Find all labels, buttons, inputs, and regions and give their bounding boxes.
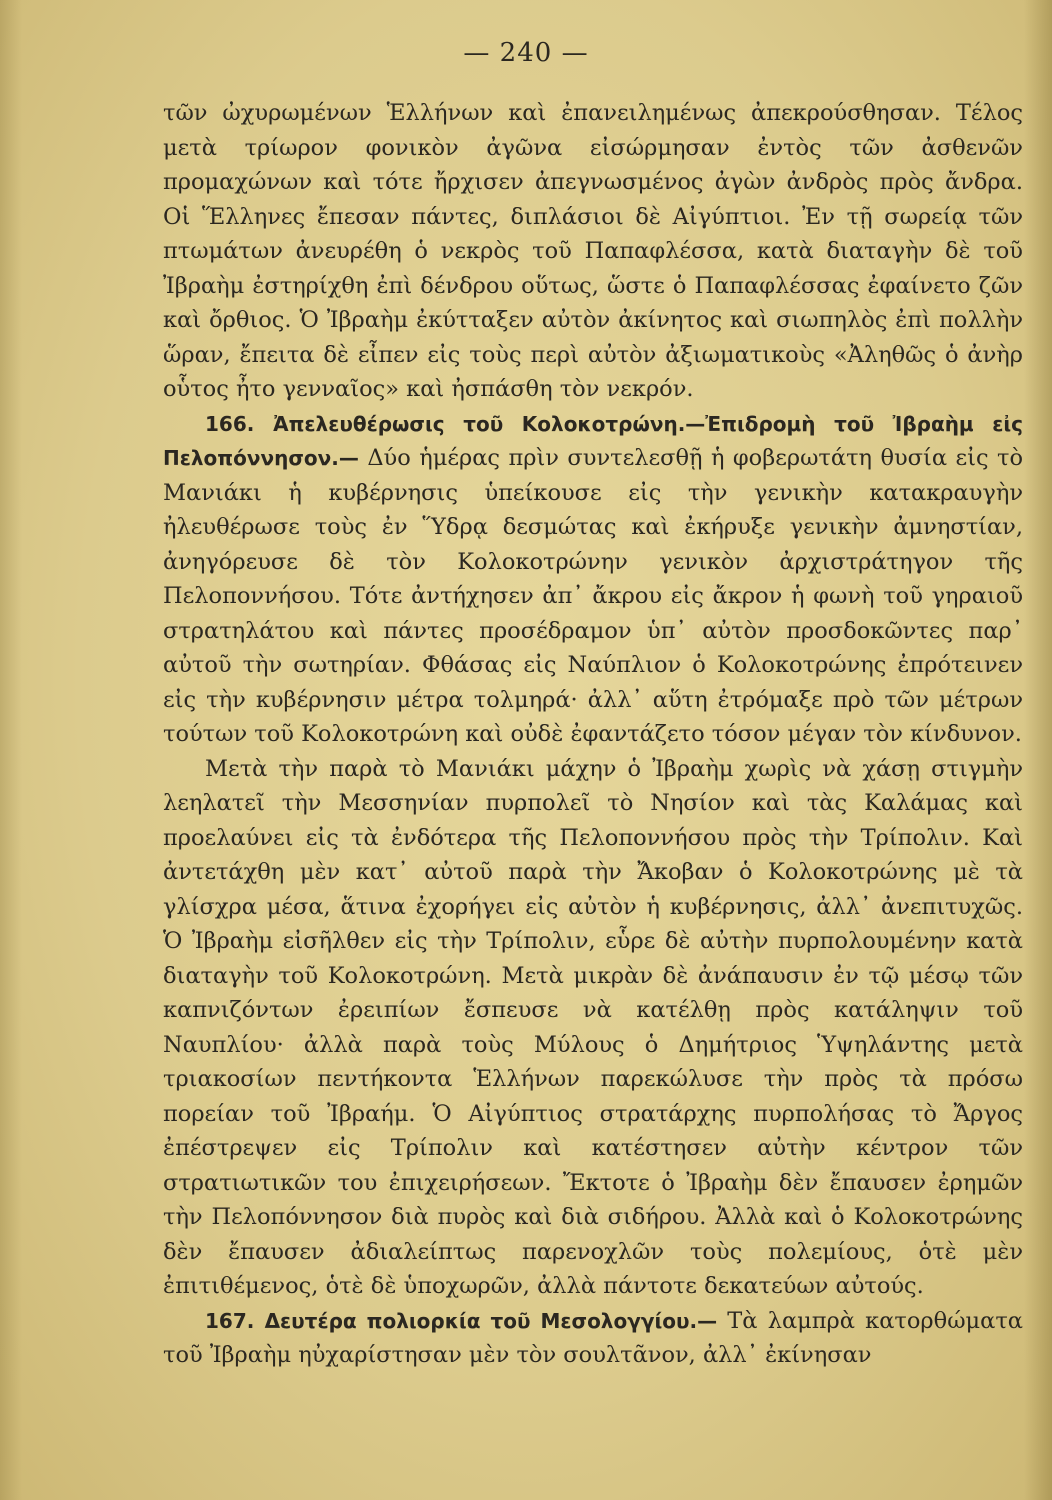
page-number: — 240 —: [463, 38, 589, 68]
section-166-number: 166.: [205, 411, 255, 436]
section-166-title: Ἀπελευθέρωσις τοῦ Κολοκοτρώνη.—Ἐπιδρομὴ τοῦ Ἰβραὴμ εἰς Πελοπόννησον.—: [163, 411, 1023, 470]
page-edge-shadow-left: [0, 0, 22, 1500]
section-166: [163, 407, 1023, 752]
paragraph-1: τῶν ὠχυρωμένων Ἑλλήνων καὶ ἐπανειλημένως ἀπεκρούσθησαν. Τέλος μετὰ τρίωρον φονικὸν ἀγῶνα εἰσώρμησαν ἐντὸς τῶν ἀσθενῶν προμαχώνων καὶ τότε ἤρχισεν ἀπεγνωσμένος ἀγὼν ἀνδρὸς πρὸς ἄνδρα. Οἱ Ἕλληνες ἔπεσαν πάντες, διπλάσιοι δὲ Αἰγύπτιοι. Ἐν τῇ σωρείᾳ τῶν πτωμάτων ἀνευρέθη ὁ νεκρὸς τοῦ Παπαφλέσσα, κατὰ διαταγὴν δὲ τοῦ Ἰβραὴμ ἐστηρίχθη ἐπὶ δένδρου οὕτως, ὥστε ὁ Παπαφλέσσας ἐφαίνετο ζῶν καὶ ὄρθιος. Ὁ Ἰβραὴμ ἐκύτταξεν αὐτὸν ἀκίνητος καὶ σιωπηλὸς ἐπὶ πολλὴν ὥραν, ἔπειτα δὲ εἶπεν εἰς τοὺς περὶ αὐτὸν ἀξιωματικοὺς «Ἀληθῶς ὁ ἀνὴρ οὗτος ἦτο γενναῖος» καὶ ἠσπάσθη τὸν νεκρόν.: [163, 100, 1023, 402]
section-167-body: Τὰ λαμπρὰ κατορθώματα τοῦ Ἰβραὴμ ηὐχαρίστησαν μὲν τὸν σουλτᾶνον, ἀλλ᾿ ἐκίνησαν: [163, 1307, 1023, 1368]
section-167-title: Δευτέρα πολιορκία τοῦ Μεσολογγίου.—: [264, 1308, 718, 1333]
section-166-body: Δύο ἡμέρας πρὶν συντελεσθῇ ἡ φοβερωτάτη θυσία εἰς τὸ Μανιάκι ἡ κυβέρνησις ὑπείκουσε εἰς τὴν γενικὴν κατακραυγὴν ἠλευθέρωσε τοὺς ἐν Ὕδρᾳ δεσμώτας καὶ ἐκήρυξε γενικὴν ἀμνηστίαν, ἀνηγόρευσε δὲ τὸν Κολοκοτρώνην γενικὸν ἀρχιστράτηγον τῆς Πελοποννήσου. Τότε ἀντήχησεν ἀπ᾿ ἄκρου εἰς ἄκρον ἡ φωνὴ τοῦ γηραιοῦ στρατηλάτου καὶ πάντες προσέδραμον ὑπ᾿ αὐτὸν προσδοκῶντες παρ᾿ αὐτοῦ τὴν σωτηρίαν. Φθάσας εἰς Ναύπλιον ὁ Κολοκοτρώνης ἐπρότεινεν εἰς τὴν κυβέρνησιν μέτρα τολμηρά· ἀλλ᾿ αὕτη ἐτρόμαξε πρὸ τῶν μέτρων τούτων τοῦ Κολοκοτρώνη καὶ οὐδὲ ἐφαντάζετο τόσον μέγαν τὸν κίνδυνον.: [163, 445, 1024, 747]
section-167-number: 167.: [205, 1308, 255, 1333]
paragraph-3: Μετὰ τὴν παρὰ τὸ Μανιάκι μάχην ὁ Ἰβραὴμ χωρὶς νὰ χάσῃ στιγμὴν λεηλατεῖ τὴν Μεσσηνίαν πυρπολεῖ τὸ Νησίον καὶ τὰς Καλάμας καὶ προελαύνει εἰς τὰ ἐνδότερα τῆς Πελοποννήσου πρὸς τὴν Τρίπολιν. Καὶ ἀντετάχθη μὲν κατ᾿ αὐτοῦ παρὰ τὴν Ἄκοβαν ὁ Κολοκοτρώνης μὲ τὰ γλίσχρα μέσα, ἅτινα ἐχορήγει εἰς αὐτὸν ἡ κυβέρνησις, ἀλλ᾿ ἀνεπιτυχῶς. Ὁ Ἰβραὴμ εἰσῆλθεν εἰς τὴν Τρίπολιν, εὗρε δὲ αὐτὴν πυρπολουμένην κατὰ διαταγὴν τοῦ Κολοκοτρώνη. Μετὰ μικρὰν δὲ ἀνάπαυσιν ἐν τῷ μέσῳ τῶν καπνιζόντων ἐρειπίων ἔσπευσε νὰ κατέλθῃ πρὸς κατάληψιν τοῦ Ναυπλίου· ἀλλὰ παρὰ τοὺς Μύλους ὁ Δημήτριος Ὑψηλάντης μετὰ τριακοσίων πεντήκοντα Ἑλλήνων παρεκώλυσε τὴν πρὸς τὰ πρόσω πορείαν τοῦ Ἰβραήμ. Ὁ Αἰγύπτιος στρατάρχης πυρπολήσας τὸ Ἄργος ἐπέστρεψεν εἰς Τρίπολιν καὶ κατέστησεν αὐτὴν κέντρον τῶν στρατιωτικῶν του ἐπιχειρήσεων. Ἔκτοτε ὁ Ἰβραὴμ δὲν ἔπαυσεν ἐρημῶν τὴν Πελοπόννησον διὰ πυρὸς καὶ διὰ σιδήρου. Ἀλλὰ καὶ ὁ Κολοκοτρώνης δὲν ἔπαυσεν ἀδιαλείπτως παρενοχλῶν τοὺς πολεμίους, ὁτὲ μὲν ἐπιτιθέμενος, ὁτὲ δὲ ὑποχωρῶν, ἀλλὰ πάντοτε δεκατεύων αὐτούς.: [163, 755, 1023, 1299]
section-167: [163, 1304, 1023, 1373]
page-edge-shadow-right: [1024, 0, 1052, 1500]
body-text: [163, 96, 1023, 1373]
